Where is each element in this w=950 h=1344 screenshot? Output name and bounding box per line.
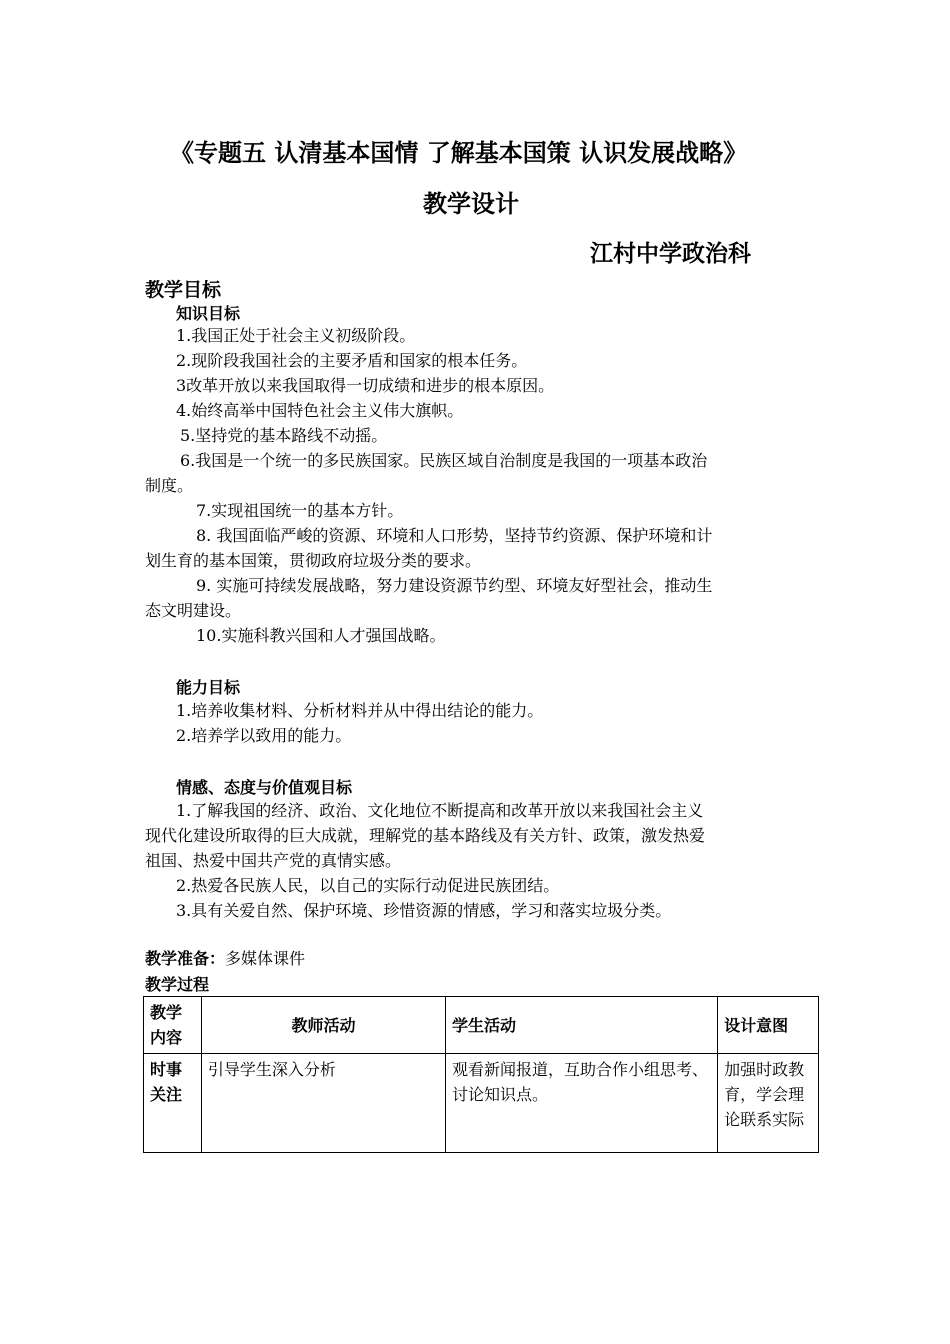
process-heading: 教学过程 xyxy=(145,975,210,994)
column-header-student: 学生活动 xyxy=(446,997,718,1054)
knowledge-item: 4.始终高举中国特色社会主义伟大旗帜。 xyxy=(176,401,464,420)
knowledge-item: 7.实现祖国统一的基本方针。 xyxy=(196,501,404,520)
cell-intent: 加强时政教育，学会理论联系实际 xyxy=(718,1054,819,1153)
knowledge-item: 2.现阶段我国社会的主要矛盾和国家的根本任务。 xyxy=(176,351,528,370)
document-title: 《专题五 认清基本国情 了解基本国策 认识发展战略》 xyxy=(170,139,748,167)
column-header-teacher: 教师活动 xyxy=(201,997,445,1054)
knowledge-item: 3改革开放以来我国取得一切成绩和进步的根本原因。 xyxy=(176,376,555,395)
table-header-row xyxy=(144,997,819,1054)
knowledge-item: 6.我国是一个统一的多民族国家。民族区域自治制度是我国的一项基本政治 xyxy=(180,451,708,470)
ability-item: 2.培养学以致用的能力。 xyxy=(176,726,352,745)
cell-teacher: 引导学生深入分析 xyxy=(201,1054,445,1153)
knowledge-heading: 知识目标 xyxy=(176,304,241,323)
document-subtitle: 教学设计 xyxy=(423,190,519,218)
cell-content: 时事关注 xyxy=(144,1054,202,1153)
knowledge-item: 10.实施科教兴国和人才强国战略。 xyxy=(196,626,446,645)
emotion-heading: 情感、态度与价值观目标 xyxy=(176,778,353,797)
table-row xyxy=(144,1054,819,1153)
preparation-line xyxy=(145,946,305,971)
ability-item: 1.培养收集材料、分析材料并从中得出结论的能力。 xyxy=(176,701,544,720)
school-name: 江村中学政治科 xyxy=(590,241,751,267)
column-header-content: 教学内容 xyxy=(144,997,202,1054)
ability-heading: 能力目标 xyxy=(176,678,241,697)
emotion-item: 2.热爱各民族人民，以自己的实际行动促进民族团结。 xyxy=(176,876,560,895)
cell-student: 观看新闻报道，互助合作小组思考、讨论知识点。 xyxy=(446,1054,718,1153)
preparation-value: 多媒体课件 xyxy=(225,949,306,968)
knowledge-item-continued: 划生育的基本国策，贯彻政府垃圾分类的要求。 xyxy=(145,551,482,570)
knowledge-item: 9. 实施可持续发展战略，努力建设资源节约型、环境友好型社会，推动生 xyxy=(196,576,713,595)
emotion-item: 1.了解我国的经济、政治、文化地位不断提高和改革开放以来我国社会主义 xyxy=(176,801,704,820)
column-header-intent: 设计意图 xyxy=(718,997,819,1054)
preparation-label: 教学准备： xyxy=(145,949,226,968)
objectives-heading: 教学目标 xyxy=(145,279,222,301)
knowledge-item-continued: 态文明建设。 xyxy=(145,601,242,620)
knowledge-item-continued: 制度。 xyxy=(145,476,194,495)
emotion-item-continued: 祖国、热爱中国共产党的真情实感。 xyxy=(145,851,402,870)
emotion-item-continued: 现代化建设所取得的巨大成就，理解党的基本路线及有关方针、政策，激发热爱 xyxy=(145,826,706,845)
knowledge-item: 8. 我国面临严峻的资源、环境和人口形势，坚持节约资源、保护环境和计 xyxy=(196,526,713,545)
knowledge-item: 1.我国正处于社会主义初级阶段。 xyxy=(176,326,416,345)
emotion-item: 3.具有关爱自然、保护环境、珍惜资源的情感，学习和落实垃圾分类。 xyxy=(176,901,672,920)
knowledge-item: 5.坚持党的基本路线不动摇。 xyxy=(180,426,388,445)
process-table xyxy=(143,996,819,1153)
